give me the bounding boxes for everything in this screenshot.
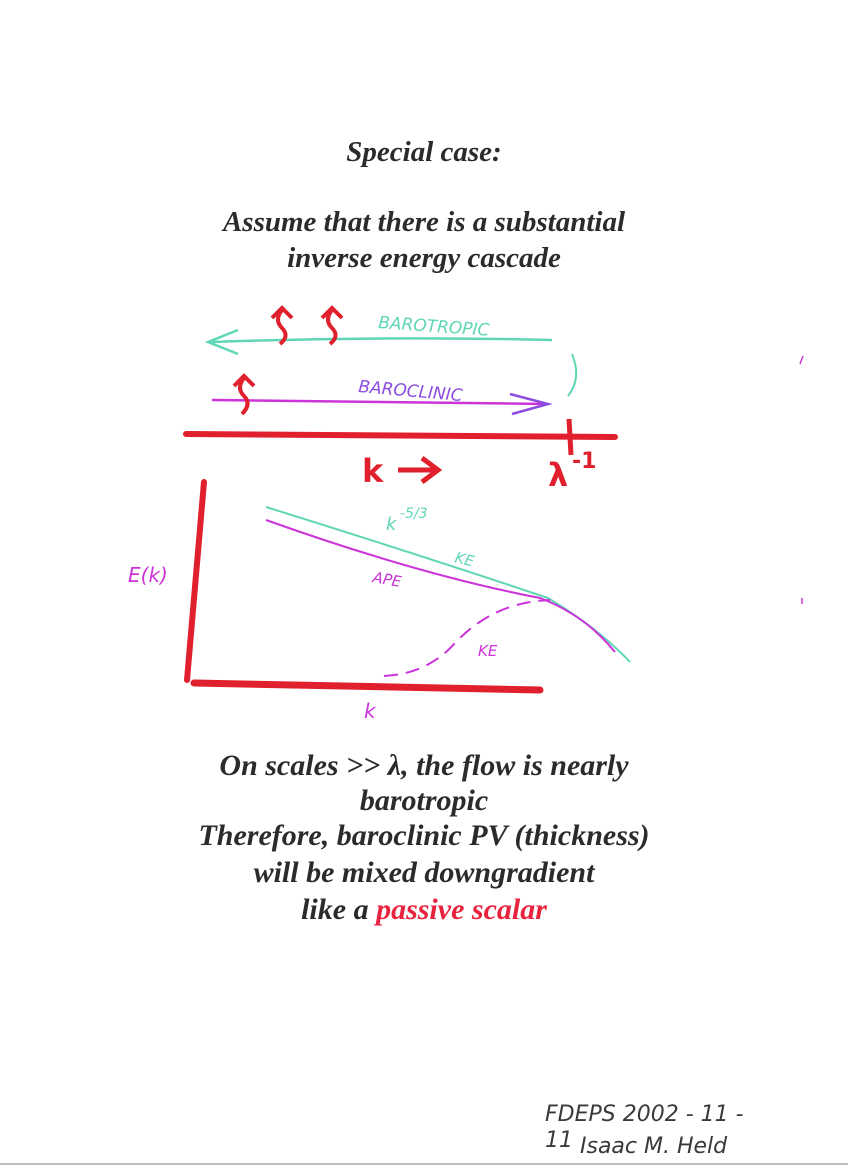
ke-upper-label: KE — [453, 548, 477, 571]
wavenumber-axis — [186, 434, 615, 437]
spectrum-y-axis — [187, 482, 204, 680]
slope-exponent: -5/3 — [400, 506, 428, 522]
passive-scalar-highlight: passive scalar — [376, 893, 547, 926]
body-line-1: On scales >> λ, the flow is nearly — [219, 749, 629, 782]
ke-spectrum-line — [266, 507, 630, 662]
baroclinic-ke-curve — [384, 600, 550, 676]
spectrum-x-label: k — [364, 699, 376, 723]
body-line-2: barotropic — [359, 784, 489, 817]
baroclinic-label: BAROCLINIC — [357, 377, 464, 407]
barotropic-arrow — [212, 338, 552, 342]
k-direction-label: k — [362, 452, 384, 490]
ape-label: APE — [371, 568, 403, 591]
spectrum-y-label: E(k) — [128, 563, 168, 587]
assumption-line-2: inverse energy cascade — [287, 242, 561, 274]
body-line-3: Therefore, baroclinic PV (thickness) — [198, 819, 650, 852]
upward-squiggle-arrows — [234, 308, 342, 414]
signature-name: Isaac M. Held — [580, 1134, 728, 1159]
body-line-5 — [0, 892, 848, 927]
barotropic-label: BAROTROPIC — [377, 313, 490, 341]
k-direction-arrow — [398, 458, 438, 482]
assumption-line-1: Assume that there is a substantial — [222, 206, 626, 238]
ape-spectrum-line — [266, 520, 615, 652]
lambda-label: λ — [548, 456, 569, 494]
ke-lower-label: KE — [478, 642, 498, 660]
lambda-exponent: -1 — [572, 449, 597, 474]
body-line-4: will be mixed downgradient — [253, 856, 595, 889]
baroclinic-arrow — [212, 400, 548, 404]
lambda-tick — [569, 419, 571, 455]
barotropic-return — [568, 354, 576, 396]
slope-label: k — [386, 514, 397, 535]
margin-mark — [800, 356, 803, 364]
spectrum-x-axis — [194, 683, 540, 690]
slide-title: Special case: — [346, 136, 502, 168]
page-bottom-edge — [0, 1163, 848, 1165]
body-line-5-prefix: like a — [301, 893, 377, 926]
signature-date: FDEPS 2002 - 11 - 11 — [545, 1102, 744, 1153]
